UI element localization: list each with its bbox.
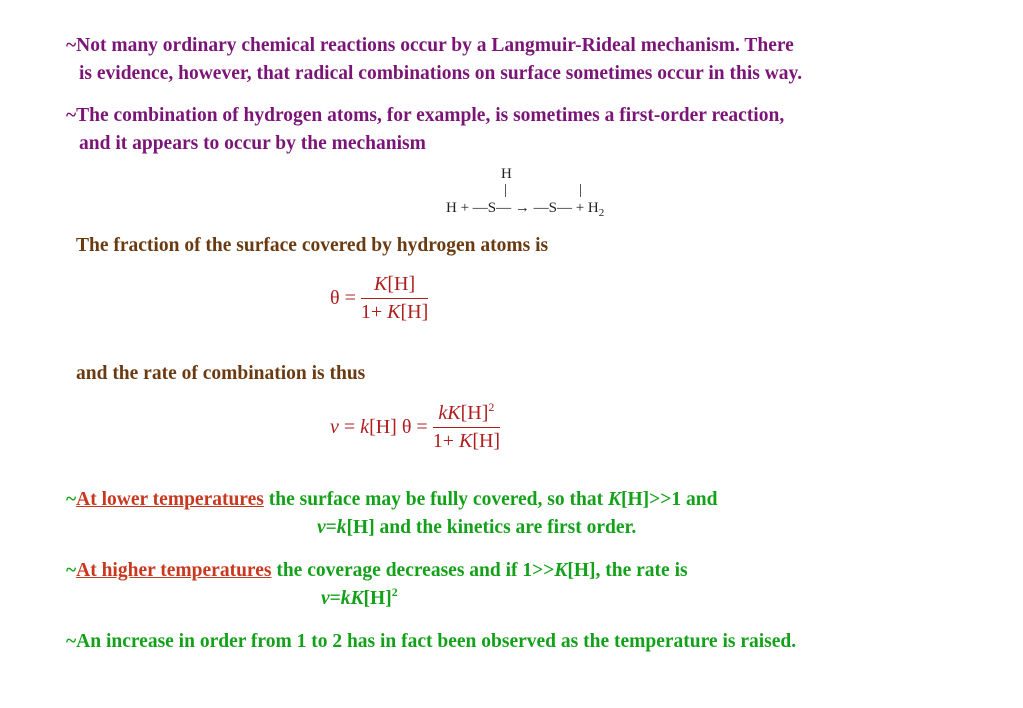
- para5-text: ~An increase in order from 1 to 2 has in fact been observed as the temperature is raised.: [66, 631, 797, 652]
- num-H: [H]: [387, 273, 416, 295]
- para3-line1: [66, 486, 966, 514]
- tilde: ~: [66, 105, 77, 126]
- para3-k: k: [336, 517, 347, 538]
- para3-rest2: [H]>>1 and: [620, 489, 718, 510]
- para4-sup: 2: [391, 585, 398, 599]
- para1-line1: [66, 32, 958, 60]
- para2-line1: [66, 102, 956, 130]
- paragraph-langmuir-rideal: [66, 32, 958, 88]
- mechanism-equation: [446, 166, 656, 222]
- coverage-numerator: [361, 273, 428, 299]
- para2-text1: The combination of hydrogen atoms, for example, is sometimes a first-order reaction,: [76, 105, 785, 126]
- fraction-text-span: The fraction of the surface covered by hydrogen atoms is: [76, 235, 549, 256]
- den-K: K: [387, 301, 401, 323]
- coverage-fraction: [361, 273, 428, 324]
- para4-v: v: [321, 588, 330, 609]
- para2-text2: and it appears to occur by the mechanism: [79, 133, 426, 154]
- den-H: [H]: [400, 301, 429, 323]
- tilde: ~: [66, 560, 77, 581]
- rden-1: 1+: [432, 430, 454, 452]
- fraction-text: [76, 232, 548, 260]
- para3-K: K: [607, 489, 621, 510]
- rnum-sup: 2: [488, 400, 495, 414]
- num-K: K: [374, 273, 388, 295]
- rate-numerator: [433, 402, 500, 428]
- rnum-H: [H]: [460, 402, 489, 424]
- rnum-k: k: [438, 402, 448, 424]
- rate-k: k: [360, 416, 370, 438]
- mech-bond-2: |: [579, 182, 583, 198]
- rate-denominator: [433, 428, 500, 453]
- rden-K: K: [458, 430, 473, 452]
- paragraph-hydrogen-combination: [66, 102, 956, 158]
- coverage-denominator: [361, 299, 428, 324]
- rate-text-span: and the rate of combination is thus: [76, 363, 366, 384]
- rden-H: [H]: [472, 430, 501, 452]
- tilde: ~: [66, 489, 77, 510]
- para4-rest2: [H], the rate is: [567, 560, 688, 581]
- rate-eq: =: [338, 416, 361, 438]
- theta-symbol: θ =: [330, 287, 356, 309]
- para2-line2: [66, 130, 956, 158]
- paragraph-higher-temperatures: [66, 557, 966, 614]
- para3-rest3: [H] and the kinetics are first order.: [346, 517, 637, 538]
- paragraph-lower-temperatures: [66, 486, 966, 542]
- mech-reaction-text: H + —S— → —S— + H: [446, 200, 599, 216]
- higher-temperatures-link[interactable]: At higher temperatures: [76, 560, 272, 581]
- para3-rest1: the surface may be fully covered, so that: [263, 489, 608, 510]
- para4-rest1: the coverage decreases and if 1>>: [271, 560, 555, 581]
- para4-H: [H]: [363, 588, 392, 609]
- para3-eq: =: [325, 517, 337, 538]
- coverage-equation: [330, 273, 428, 324]
- rate-lhs: [330, 416, 428, 438]
- rate-h-theta: [H] θ =: [369, 416, 428, 438]
- para3-line2: [66, 514, 966, 542]
- rnum-K: K: [447, 402, 461, 424]
- para1-text2: is evidence, however, that radical combinations on surface sometimes occur in this way.: [79, 63, 803, 84]
- para4-line1: [66, 557, 966, 585]
- mech-reaction: [446, 200, 604, 217]
- den-1: 1+: [360, 301, 383, 323]
- rate-text: [76, 360, 365, 388]
- mech-sub2: 2: [598, 207, 605, 219]
- mech-bond-1: |: [504, 182, 508, 198]
- rate-v: v: [330, 416, 339, 438]
- rate-equation: [330, 402, 500, 453]
- para4-eq: =: [329, 588, 341, 609]
- rate-fraction: [433, 402, 500, 453]
- para1-text1: Not many ordinary chemical reactions occur by a Langmuir-Rideal mechanism. There: [76, 35, 794, 56]
- paragraph-order-increase: [66, 628, 796, 656]
- para4-line2: [66, 585, 966, 614]
- mech-top-h: H: [501, 166, 512, 182]
- lower-temperatures-link[interactable]: At lower temperatures: [76, 489, 264, 510]
- para3-v: v: [317, 517, 326, 538]
- para1-line2: [66, 60, 958, 88]
- tilde: ~: [66, 35, 77, 56]
- para4-K: K: [554, 560, 568, 581]
- para4-kK: kK: [340, 588, 364, 609]
